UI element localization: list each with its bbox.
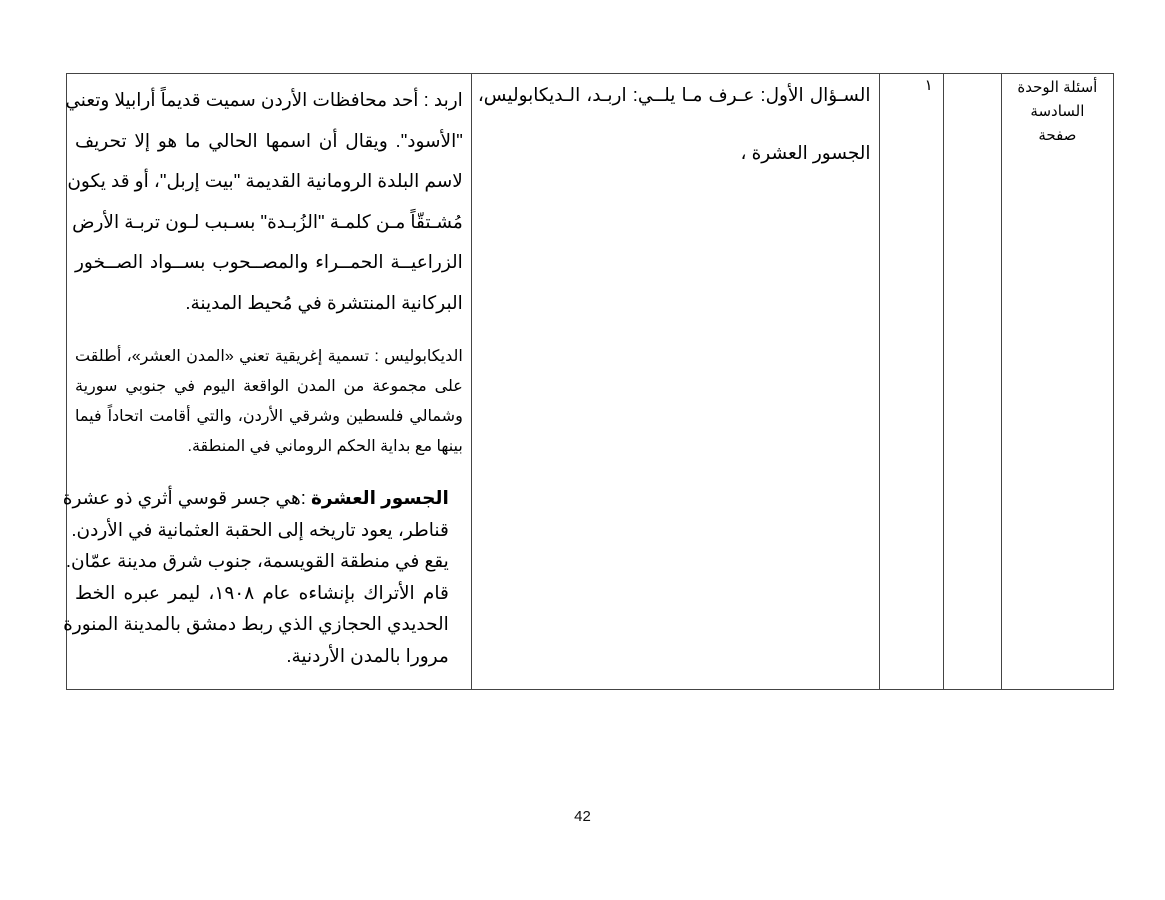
unit-cell (1001, 74, 1113, 690)
irbid-line: البركانية المنتشرة في مُحيط المدينة. (185, 291, 463, 313)
bridges-line (62, 482, 449, 514)
answer-cell (62, 74, 472, 690)
bridges-definition (62, 482, 463, 671)
irbid-line: اربد : أحد محافظات الأردن سميت قديماً أرابيلا وتعني (65, 89, 463, 110)
bridges-line: يقع في منطقة القويسمة، جنوب شرق مدينة عمّان. (65, 550, 449, 571)
table-row (67, 74, 1114, 690)
irbid-line: لاسم البلدة الرومانية القديمة "بيت إربل"، أو قد يكون (67, 170, 463, 191)
unit-title-line3: صفحة (1038, 127, 1077, 144)
decapolis-line: الديكابوليس : تسمية إغريقية تعني «المدن العشر»، أطلقت (75, 348, 463, 365)
decapolis-definition (75, 342, 463, 462)
bridges-heading: الجسور العشرة (310, 487, 449, 508)
bridges-line: مرورا بالمدن الأردنية. (286, 644, 449, 666)
decapolis-line: بينها مع بداية الحكم الروماني في المنطقة. (187, 438, 463, 455)
decapolis-line: وشمالي فلسطين وشرقي الأردن، والتي أقامت اتحاداً فيما (75, 408, 463, 425)
irbid-line: الزراعيــة الحمــراء والمصــحوب بســواد الصــخور (75, 251, 463, 272)
bridges-line-text: :هي جسر قوسي أثري ذو عشرة (62, 487, 306, 508)
bridges-line: قام الأتراك بإنشاءه عام ١٩٠٨، ليمر عبره الخط (75, 581, 449, 603)
bridges-line: الحديدي الحجازي الذي ربط دمشق بالمدينة المنورة (63, 613, 449, 634)
question-text-line2: الجسور العشرة ، (740, 142, 871, 163)
unit-title-line2: السادسة (1030, 103, 1085, 120)
irbid-definition (65, 80, 463, 323)
question-number-cell (879, 74, 943, 690)
questions-table (62, 73, 1114, 690)
page-number: 42 (574, 808, 591, 825)
irbid-line: مُشـتقّاً مـن كلمـة "الزُبـدة" بسـبب لـون تربـة الأرض (72, 210, 463, 232)
question-text-line1: السـؤال الأول: عـرف مـا يلــي: اربـد، الـديكابوليس، (477, 84, 871, 105)
irbid-line: "الأسود". ويقال أن اسمها الحالي ما هو إلا تحريف (75, 129, 463, 151)
question-number: ١ (924, 77, 933, 94)
question-cell (471, 74, 879, 690)
unit-title-line1: أسئلة الوحدة (1017, 79, 1098, 96)
bridges-line: قناطر، يعود تاريخه إلى الحقبة العثمانية في الأردن. (71, 518, 449, 540)
decapolis-line: على مجموعة من المدن الواقعة اليوم في جنوبي سورية (75, 378, 463, 395)
page-ref-cell (943, 74, 1001, 690)
